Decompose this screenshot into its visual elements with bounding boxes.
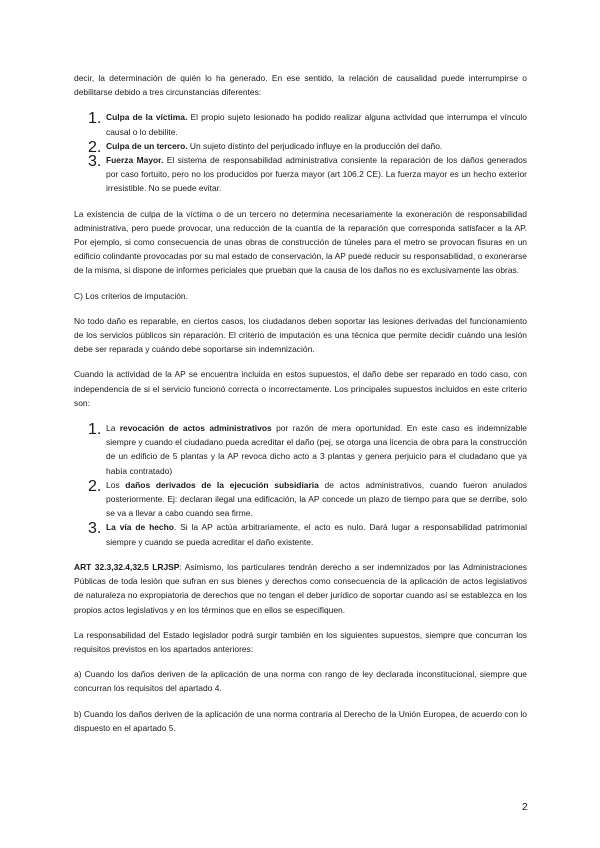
list-item-number: 1. [88, 421, 102, 439]
not-all-damage-paragraph: No todo daño es reparable, en ciertos casos, los ciudadanos deben soportar las lesiones derivadas del funcionamiento de los servicios públicos sin reparación. El criterio de imputación es una técnica que permite decidir cuándo una lesión debe ser reparada y cuándo debe soportarse sin indemnización. [74, 315, 527, 355]
list-item-number: 3. [88, 153, 102, 171]
list-item-text: El propio sujeto lesionado ha podido realizar alguna actividad que interrumpa el vínculo causal o lo debilite. [106, 112, 527, 137]
list-item-title: Fuerza Mayor. [106, 155, 164, 166]
list-item [88, 520, 527, 548]
list-item [88, 421, 527, 478]
list-item-number: 2. [88, 477, 102, 495]
list-item-text: por razón de mera oportunidad. En este caso es indemnizable siempre y cuando el ciudadano pueda acreditar el daño (pej, se otorga una licencia de obra para la construcción de un edificio de 5 plantas y la AP revoca dicho acto a 3 plantas y genera perjuicio para el ciudadano que ya había contratado) [106, 423, 527, 476]
list-item [88, 110, 527, 138]
list-item-title: Culpa de la víctima. [106, 112, 188, 123]
supuestos-list [74, 421, 527, 549]
list-item [88, 477, 527, 521]
section-heading: C) Los criterios de imputación. [74, 290, 188, 301]
list-item-title: Culpa de un tercero. [106, 140, 188, 151]
list-item-text: de actos administrativos, cuando fueron anulados posteriormente. Ej: declaran ilegal una edificación, la AP concede un plazo de tiempo para que se derribe, solo se va a llevar a cabo cuando sea firme. [106, 479, 527, 519]
page-number: 2 [522, 801, 528, 813]
case-b-paragraph: b) Cuando los daños deriven de la aplicación de una norma contraria al Derecho de la Unión Europea, de acuerdo con lo dispuesto en el apartado 5. [74, 708, 527, 733]
when-activity-paragraph: Cuando la actividad de la AP se encuentra incluida en estos supuestos, el daño debe ser reparado en todo caso, con independencia de si el servicio funcionó correcta o incorrectamente. Los principales supuestos incluidos en este criterio son: [74, 369, 527, 408]
article-text: : Asimismo, los particulares tendrán derecho a ser indemnizados por las Administraciones Públicas de toda lesión que sufran en sus bienes y derechos como consecuencia de la aplicación de actos legislativos de naturaleza no expropiatoria de derechos que no tengan el deber jurídico de soportar cuando así se establezca en los propios actos legislativos y en los términos que en ellos se especifiquen. [74, 561, 527, 615]
list-item [88, 153, 527, 196]
list-item-prefix: Los [106, 479, 126, 490]
intro-paragraph: decir, la determinación de quién lo ha generado. En ese sentido, la relación de causalidad puede interrumpirse o debilitarse debido a tres circunstancias diferentes: [74, 73, 527, 98]
list-item-title: La vía de hecho [106, 522, 174, 533]
list-item-text: El sistema de responsabilidad administrativa consiente la reparación de los daños generados por caso fortuito, pero no los producidos por fuerza mayor (art 106.2 CE). La fuerza mayor es un hecho exterior irresistible. No se puede evitar. [106, 155, 527, 194]
list-item-text: . Si la AP actúa arbitrariamente, el acto es nulo. Dará lugar a responsabilidad patrimonial siempre y cuando se pueda acreditar el daño existente. [106, 522, 527, 547]
list-item-number: 3. [88, 520, 102, 538]
list-item-prefix: La [106, 423, 120, 434]
list-item-title: daños derivados de la ejecución subsidiaria [125, 479, 319, 490]
legislator-paragraph: La responsabilidad del Estado legislador podrá surgir también en los siguientes supuestos, siempre que concurran los requisitos previstos en los apartados anteriores: [74, 629, 527, 654]
list-item-number: 2. [88, 138, 102, 156]
exoneration-paragraph: La existencia de culpa de la víctima o de un tercero no determina necesariamente la exoneración de responsabilidad administrativa, pero puede provocar, una reducción de la cuantía de la reparación que corresponda satisfacer a la AP. Por ejemplo, si como consecuencia de unas obras de construcción de túneles para el metro se provocan fisuras en un edificio colindante provocadas por su mal estado de conservación, la AP puede reducir su responsabilidad, o exonerarse de la misma, si dispone de informes periciales que prueban que la causa de los daños no es exclusivamente las obras. [74, 208, 527, 276]
list-item-title: revocación de actos administrativos [119, 423, 272, 434]
circumstances-list [74, 110, 527, 195]
article-reference: ART 32.3,32.4,32.5 LRJSP [74, 561, 180, 572]
article-paragraph [74, 560, 527, 617]
list-item-number: 1. [88, 110, 102, 128]
list-item [88, 138, 527, 156]
case-a-paragraph: a) Cuando los daños deriven de la aplicación de una norma con rango de ley declarada inconstitucional, siempre que concurran los requisitos del apartado 4. [74, 669, 527, 694]
list-item-text: Un sujeto distinto del perjudicado influye en la producción del daño. [187, 140, 443, 151]
